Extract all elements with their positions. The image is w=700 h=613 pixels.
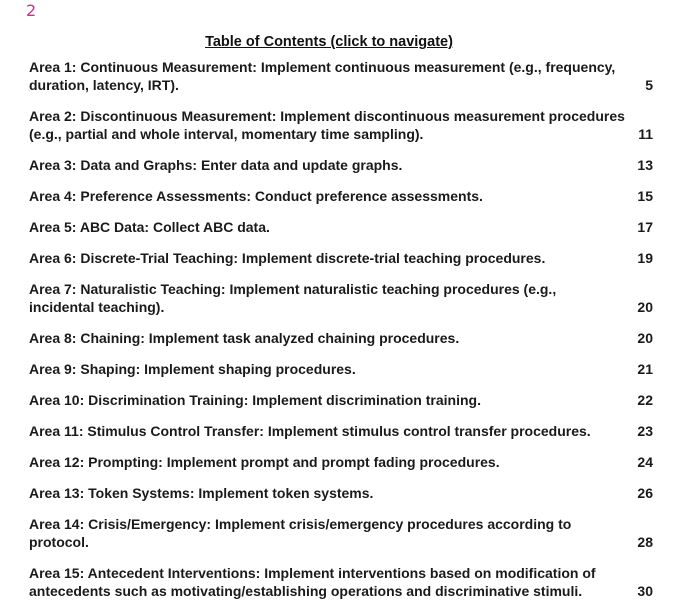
toc-entry-page: 24 (637, 454, 653, 470)
toc-entry-area-2[interactable] (29, 107, 653, 143)
toc-entry-area-11[interactable] (29, 422, 653, 440)
toc-entry-text: Area 10: Discrimination Training: Implement discrimination training. (29, 392, 481, 408)
toc-entry-text: Area 9: Shaping: Implement shaping procedures. (29, 361, 356, 377)
toc-entry-text: Area 5: ABC Data: Collect ABC data. (29, 219, 270, 235)
toc-entry-page: 30 (637, 583, 653, 599)
toc-entry-page: 5 (645, 77, 653, 93)
toc-entry-area-10[interactable] (29, 391, 653, 409)
toc-entry-page: 28 (637, 534, 653, 550)
toc-entry-page: 23 (637, 423, 653, 439)
toc-entry-area-13[interactable] (29, 484, 653, 502)
toc-entry-text: Area 15: Antecedent Interventions: Implement interventions based on modification of antecedents such as motivating/establishing operations and discriminative stimuli. (29, 565, 596, 599)
toc-entry-text: Area 6: Discrete-Trial Teaching: Implement discrete-trial teaching procedures. (29, 250, 546, 266)
toc-entry-area-15[interactable] (29, 564, 653, 600)
toc-entry-area-5[interactable] (29, 218, 653, 236)
toc-entry-area-12[interactable] (29, 453, 653, 471)
toc-list (29, 58, 653, 613)
toc-entry-area-3[interactable] (29, 156, 653, 174)
toc-entry-text: Area 4: Preference Assessments: Conduct preference assessments. (29, 188, 483, 204)
toc-entry-page: 19 (637, 250, 653, 266)
toc-entry-text: Area 8: Chaining: Implement task analyzed chaining procedures. (29, 330, 460, 346)
toc-entry-page: 15 (637, 188, 653, 204)
toc-entry-page: 22 (637, 392, 653, 408)
toc-entry-text: Area 3: Data and Graphs: Enter data and update graphs. (29, 157, 403, 173)
toc-entry-area-6[interactable] (29, 249, 653, 267)
toc-entry-text: Area 7: Naturalistic Teaching: Implement naturalistic teaching procedures (e.g., incidental teaching). (29, 281, 557, 315)
toc-entry-page: 21 (637, 361, 653, 377)
toc-title-link[interactable]: Table of Contents (click to navigate) (205, 34, 453, 50)
toc-entry-area-14[interactable] (29, 515, 653, 551)
toc-entry-area-4[interactable] (29, 187, 653, 205)
toc-entry-text: Area 2: Discontinuous Measurement: Implement discontinuous measurement procedures (e.g., partial and whole interval, momentary time sampling). (29, 108, 625, 142)
toc-entry-text: Area 12: Prompting: Implement prompt and prompt fading procedures. (29, 454, 500, 470)
toc-entry-area-1[interactable] (29, 58, 653, 94)
toc-entry-area-8[interactable] (29, 329, 653, 347)
toc-entry-page: 20 (637, 299, 653, 315)
toc-entry-page: 17 (637, 219, 653, 235)
toc-entry-area-7[interactable] (29, 280, 653, 316)
toc-entry-text: Area 1: Continuous Measurement: Implement continuous measurement (e.g., frequency, duration, latency, IRT). (29, 59, 616, 93)
toc-entry-text: Area 11: Stimulus Control Transfer: Implement stimulus control transfer procedures. (29, 423, 591, 439)
toc-entry-page: 13 (637, 157, 653, 173)
toc-entry-area-9[interactable] (29, 360, 653, 378)
toc-entry-text: Area 14: Crisis/Emergency: Implement crisis/emergency procedures according to protocol. (29, 516, 572, 550)
page-number: 2 (26, 1, 37, 20)
toc-entry-page: 11 (638, 126, 653, 142)
toc-entry-text: Area 13: Token Systems: Implement token systems. (29, 485, 374, 501)
toc-entry-page: 26 (637, 485, 653, 501)
toc-entry-page: 20 (637, 330, 653, 346)
